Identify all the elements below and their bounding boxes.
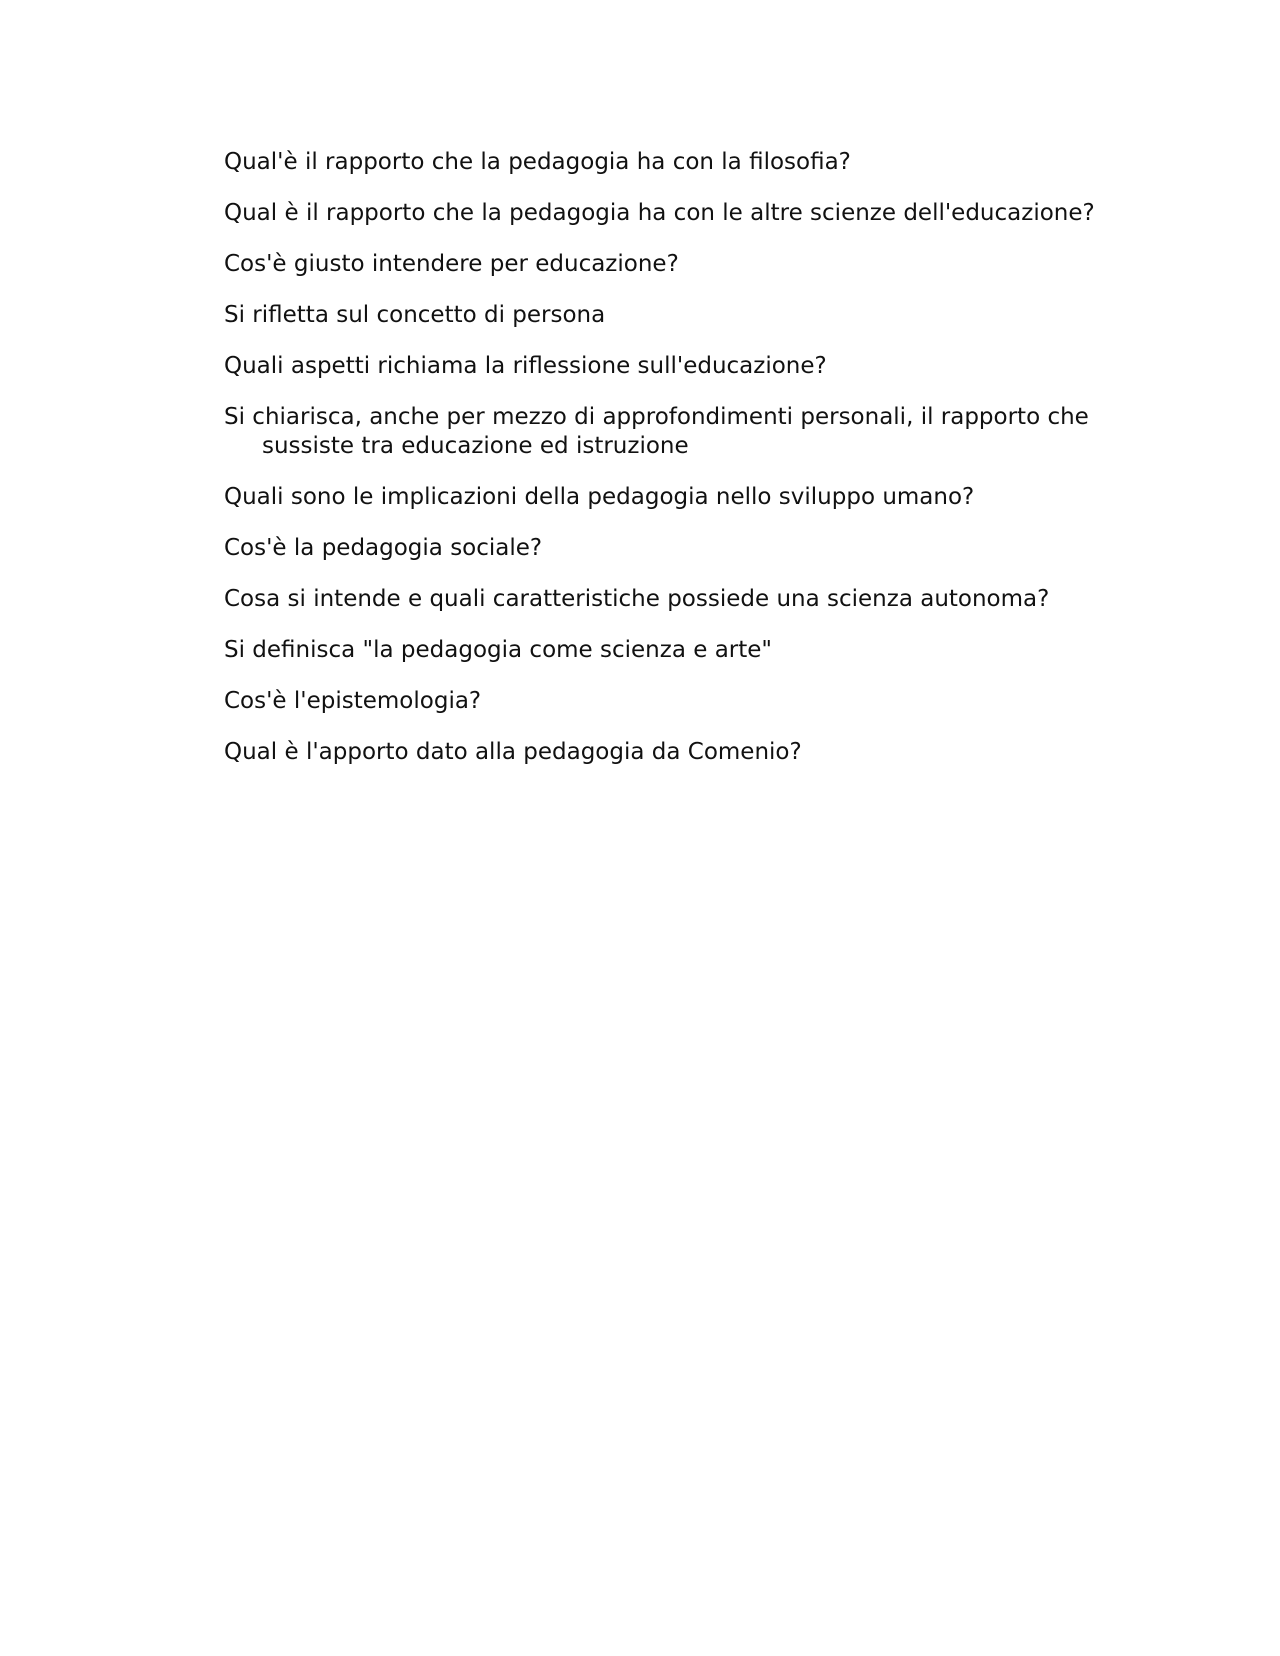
question-item: Quali aspetti richiama la riflessione sull'educazione? — [224, 353, 827, 379]
question-item: Cosa si intende e quali caratteristiche possiede una scienza autonoma? — [224, 586, 1050, 612]
question-item: Si rifletta sul concetto di persona — [224, 302, 606, 328]
question-item: Cos'è giusto intendere per educazione? — [224, 251, 679, 277]
question-item: Qual è il rapporto che la pedagogia ha con le altre scienze dell'educazione? — [224, 200, 1095, 226]
question-item: Qual è l'apporto dato alla pedagogia da Comenio? — [224, 739, 802, 765]
question-item: Cos'è la pedagogia sociale? — [224, 535, 543, 561]
question-item: Qual'è il rapporto che la pedagogia ha con la filosofia? — [224, 149, 851, 175]
question-list — [224, 148, 1104, 789]
question-item: Si chiarisca, anche per mezzo di approfondimenti personali, il rapporto che sussiste tra educazione ed istruzione — [224, 404, 1089, 459]
question-item: Cos'è l'epistemologia? — [224, 688, 482, 714]
question-item: Si definisca "la pedagogia come scienza e arte" — [224, 637, 772, 663]
question-item: Quali sono le implicazioni della pedagogia nello sviluppo umano? — [224, 484, 975, 510]
